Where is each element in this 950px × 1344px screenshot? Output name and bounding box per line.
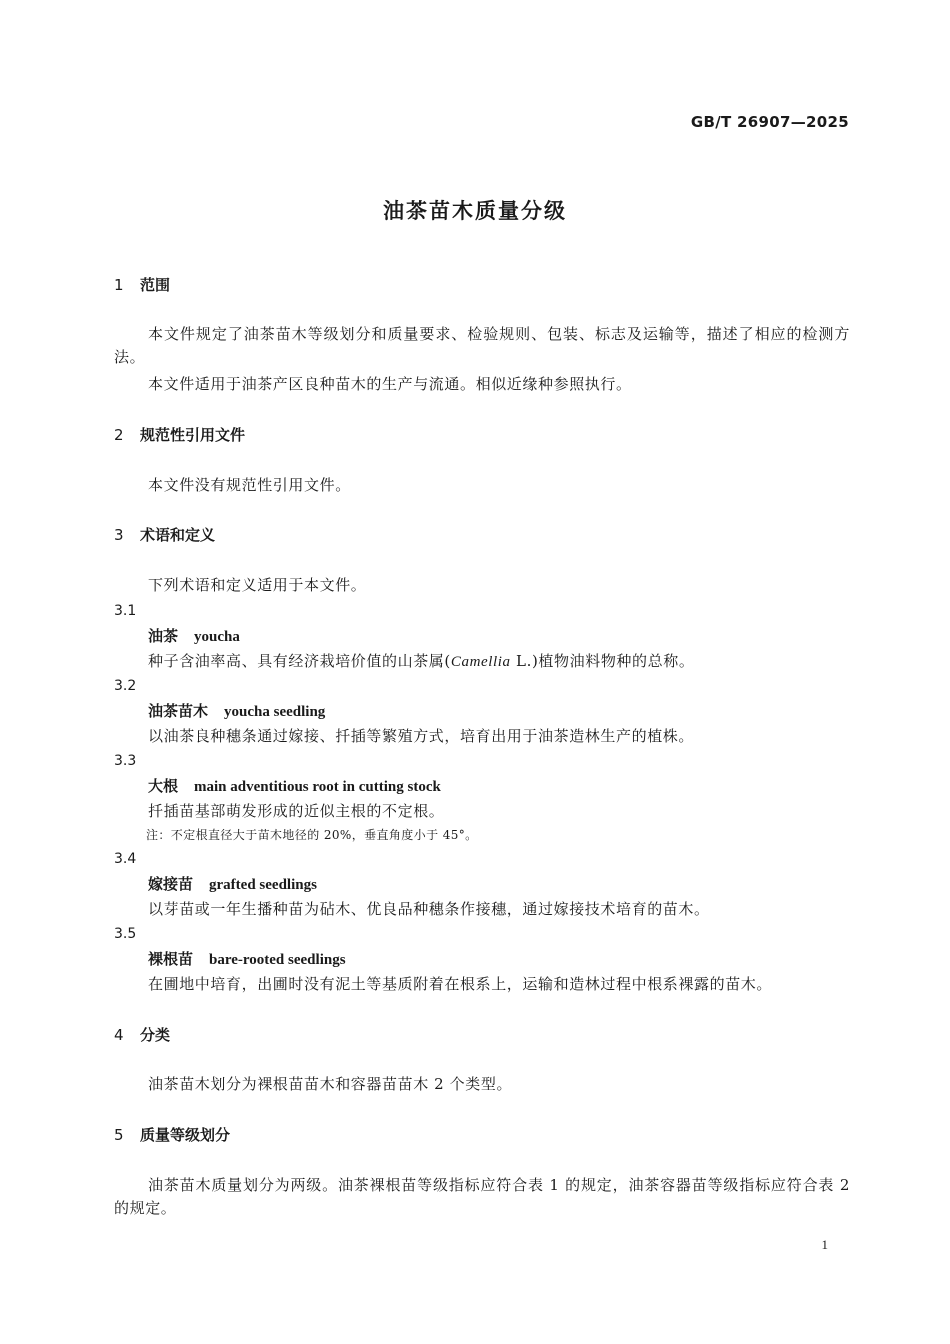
section-heading-1 [114,275,170,295]
section-heading-2 [114,425,245,445]
terms-intro-paragraph: 下列术语和定义适用于本文件。 [148,576,367,594]
section-title: 规范性引用文件 [140,426,246,444]
term-definition [148,651,694,672]
term-heading [148,626,240,647]
term-number: 3.2 [114,678,137,694]
term-english: bare-rooted seedlings [209,952,346,968]
term-number: 3.4 [114,851,137,867]
section-number: 1 [114,276,124,294]
scope-paragraph-1: 本文件规定了油茶苗木等级划分和质量要求、检验规则、包装、标志及运输等，描述了相应的检测方法。 [114,325,850,366]
term-definition: 以油茶良种穗条通过嫁接、扦插等繁殖方式，培育出用于油茶造林生产的植株。 [148,727,695,745]
term-definition: 在圃地中培育，出圃时没有泥土等基质附着在根系上，运输和造林过程中根系裸露的苗木。 [148,975,773,993]
term-chinese: 嫁接苗 [148,875,194,893]
normative-references-paragraph: 本文件没有规范性引用文件。 [148,476,351,494]
term-english: main adventitious root in cutting stock [194,779,441,795]
term-english: youcha seedling [224,704,326,720]
classification-paragraph: 油茶苗木划分为裸根苗苗木和容器苗苗木 2 个类型。 [148,1075,513,1093]
quality-grade-paragraph: 油茶苗木质量划分为两级。油茶裸根苗等级指标应符合表 1 的规定，油茶容器苗等级指标应符合表 2 的规定。 [114,1176,850,1217]
section-number: 3 [114,526,124,544]
term-chinese: 油茶 [148,627,179,645]
section-title: 范围 [140,276,171,294]
term-heading [148,701,325,722]
section-title: 分类 [140,1026,171,1044]
term-chinese: 大根 [148,777,179,795]
scope-paragraph-2: 本文件适用于油茶产区良种苗木的生产与流通。相似近缘种参照执行。 [148,375,632,393]
term-heading [148,776,441,797]
document-title: 油茶苗木质量分级 [383,199,567,223]
section-heading-3 [114,525,215,545]
section-heading-5 [114,1125,230,1145]
definition-text: L.)植物油料物种的总称。 [510,652,695,670]
term-heading [148,949,346,970]
section-heading-4 [114,1025,170,1045]
term-chinese: 油茶苗木 [148,702,209,720]
term-english: youcha [194,629,240,645]
section-number: 4 [114,1026,124,1044]
section-title: 术语和定义 [140,526,216,544]
term-note: 注：不定根直径大于苗木地径的 20%，垂直角度小于 45°。 [146,828,478,842]
term-definition: 以芽苗或一年生播种苗为砧木、优良品种穗条作接穗，通过嫁接技术培育的苗木。 [148,900,710,918]
term-number: 3.3 [114,753,137,769]
section-title: 质量等级划分 [140,1126,231,1144]
standard-number: GB/T 26907—2025 [690,113,849,131]
definition-text: 种子含油率高、具有经济栽培价值的山茶属( [148,652,451,670]
section-number: 2 [114,426,124,444]
term-number: 3.5 [114,926,137,942]
latin-genus-name: Camellia [450,654,511,670]
term-heading [148,874,317,895]
term-definition: 扦插苗基部萌发形成的近似主根的不定根。 [148,802,445,820]
term-chinese: 裸根苗 [148,950,194,968]
section-number: 5 [114,1126,124,1144]
term-english: grafted seedlings [209,877,317,893]
page-number: 1 [821,1237,828,1252]
term-number: 3.1 [114,603,137,619]
